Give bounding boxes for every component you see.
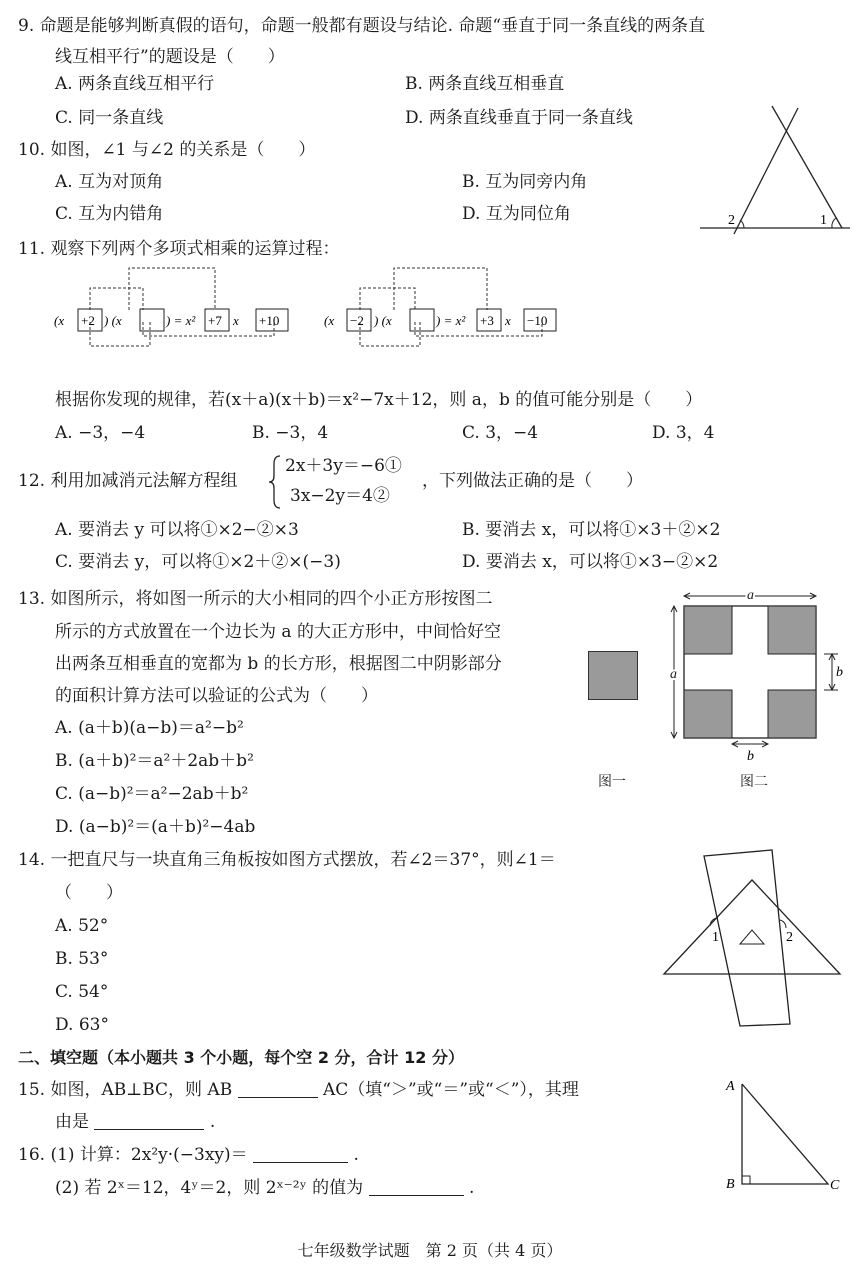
q11-e2-eq: ) = x² (436, 313, 466, 328)
q9-option-d: D. 两条直线垂直于同一条直线 (405, 108, 633, 128)
q11-option-b: B. −3，4 (252, 423, 329, 443)
q12-stem-a: 12. 利用加减消元法解方程组 (18, 471, 238, 491)
q14-label-1: 1 (712, 930, 719, 945)
q10-label-2: 2 (728, 213, 735, 228)
q11-e1-mid: ) (x (104, 313, 122, 328)
q16-part2 (55, 1176, 474, 1200)
q13-option-d: D. (a−b)²＝(a＋b)²−4ab (55, 817, 256, 837)
page-footer: 七年级数学试题 第 2 页（共 4 页） (297, 1241, 563, 1260)
q10-option-d: D. 互为同位角 (462, 204, 571, 224)
q9-option-a: A. 两条直线互相平行 (55, 74, 215, 94)
q14-label-2: 2 (786, 930, 793, 945)
q13-figure-1-caption: 图一 (598, 774, 626, 790)
q15-figure (722, 1076, 852, 1192)
q13-label-b-right: b (836, 665, 843, 680)
q10-label-1: 1 (820, 213, 827, 228)
q16-part2-end: . (469, 1178, 475, 1198)
q13-label-b-bottom: b (747, 749, 754, 764)
q11-option-c: C. 3，−4 (462, 423, 539, 443)
q15-label-a: A (726, 1079, 735, 1094)
q10-option-c: C. 互为内错角 (55, 204, 164, 224)
q9-stem-line2: 线互相平行”的题设是（ ） (55, 47, 285, 67)
q13-label-a-left: a (670, 667, 677, 682)
q11-e2-x1: (x (324, 313, 335, 328)
q11-e2-a: −2 (350, 313, 364, 328)
q14-option-a: A. 52° (55, 916, 109, 936)
q13-option-b: B. (a＋b)²＝a²＋2ab＋b² (55, 751, 254, 771)
section-2-heading: 二、填空题（本小题共 3 个小题，每个空 2 分，合计 12 分） (18, 1048, 464, 1067)
q12-stem-b: ，下列做法正确的是（ ） (422, 471, 643, 491)
q11-e2-mid: ) (x (374, 313, 392, 328)
q13-stem-line1: 13. 如图所示，将如图一所示的大小相同的四个小正方形按图二 (18, 589, 493, 609)
q11-expression-1 (52, 266, 292, 354)
q11-e1-s: +7 (208, 313, 222, 328)
q15-label-c: C (830, 1178, 840, 1193)
q15-line2 (55, 1110, 215, 1134)
q15-text-c: 由是 (55, 1112, 89, 1132)
q14-stem-line1: 14. 一把直尺与一块直角三角板按如图方式摆放，若∠2＝37°，则∠1＝ (18, 850, 556, 870)
q11-stem: 11. 观察下列两个多项式相乘的运算过程： (18, 239, 340, 259)
q16-blank-2[interactable] (369, 1177, 464, 1196)
q13-figure-2-caption: 图二 (740, 774, 768, 790)
q11-option-d: D. 3，4 (652, 423, 715, 443)
q11-e1-x: x (233, 313, 239, 328)
q11-e2-x: x (505, 313, 511, 328)
q10-stem: 10. 如图，∠1 与∠2 的关系是（ ） (18, 140, 316, 160)
q16-part1 (18, 1143, 359, 1167)
q9-option-b: B. 两条直线互相垂直 (405, 74, 565, 94)
q11-e1-x1: (x (54, 313, 65, 328)
q11-rule: 根据你发现的规律，若(x＋a)(x＋b)＝x²−7x＋12，则 a，b 的值可能分别是（ ） (55, 390, 703, 410)
q12-option-d: D. 要消去 x，可以将①×3−②×2 (462, 552, 719, 572)
q12-option-b: B. 要消去 x，可以将①×3＋②×2 (462, 520, 721, 540)
q13-figure-1-square (588, 651, 638, 700)
q14-stem-line2: （ ） (55, 883, 123, 903)
q13-label-a-top: a (747, 588, 754, 603)
q12-equation-2: 3x−2y＝4② (290, 486, 390, 506)
q12-brace (268, 454, 282, 510)
q13-option-a: A. (a＋b)(a−b)＝a²−b² (55, 718, 244, 738)
q15-line1 (18, 1078, 579, 1102)
q16-blank-1[interactable] (253, 1144, 348, 1163)
q13-option-c: C. (a−b)²＝a²−2ab＋b² (55, 784, 249, 804)
q15-text-b: AC（填“＞”或“＝”或“＜”），其理 (323, 1080, 579, 1100)
q11-e2-p: −10 (527, 313, 548, 328)
q15-blank-2[interactable] (94, 1111, 204, 1130)
q15-label-b: B (726, 1177, 735, 1192)
q11-option-a: A. −3，−4 (55, 423, 146, 443)
q11-e1-a: +2 (81, 313, 95, 328)
q11-e1-p: +10 (259, 313, 280, 328)
q12-option-a: A. 要消去 y 可以将①×2−②×3 (55, 520, 299, 540)
q11-e1-eq: ) = x² (166, 313, 196, 328)
q16-part1-end: . (353, 1145, 359, 1165)
q13-stem-line2: 所示的方式放置在一个边长为 a 的大正方形中，中间恰好空 (55, 622, 501, 642)
q13-stem-line4: 的面积计算方法可以验证的公式为（ ） (55, 686, 378, 706)
q14-option-c: C. 54° (55, 982, 109, 1002)
q15-text-a: 15. 如图，AB⊥BC，则 AB (18, 1080, 233, 1100)
q14-option-d: D. 63° (55, 1015, 109, 1035)
q9-option-c: C. 同一条直线 (55, 108, 164, 128)
q11-expression-2 (322, 266, 562, 354)
q15-text-d: . (209, 1112, 216, 1132)
q14-option-b: B. 53° (55, 949, 109, 969)
q13-figure-2 (662, 586, 852, 764)
q9-stem-line1: 9. 命题是能够判断真假的语句，命题一般都有题设与结论. 命题“垂直于同一条直线的两条直 (18, 16, 706, 36)
q16-part1-text: 16. (1) 计算：2x²y·(−3xy)＝ (18, 1145, 248, 1165)
q12-equation-1: 2x＋3y＝−6① (285, 456, 402, 476)
q10-option-a: A. 互为对顶角 (55, 172, 164, 192)
q11-e2-s: +3 (480, 313, 494, 328)
q12-option-c: C. 要消去 y，可以将①×2＋②×(−3) (55, 552, 341, 572)
q16-part2-text: (2) 若 2ˣ＝12，4ʸ＝2，则 2ˣ⁻²ʸ 的值为 (55, 1178, 364, 1198)
q10-option-b: B. 互为同旁内角 (462, 172, 588, 192)
q10-figure (700, 104, 850, 234)
q15-blank-1[interactable] (238, 1079, 318, 1098)
q14-figure (662, 848, 842, 1028)
q13-stem-line3: 出两条互相垂直的宽都为 b 的长方形，根据图二中阴影部分 (55, 654, 502, 674)
